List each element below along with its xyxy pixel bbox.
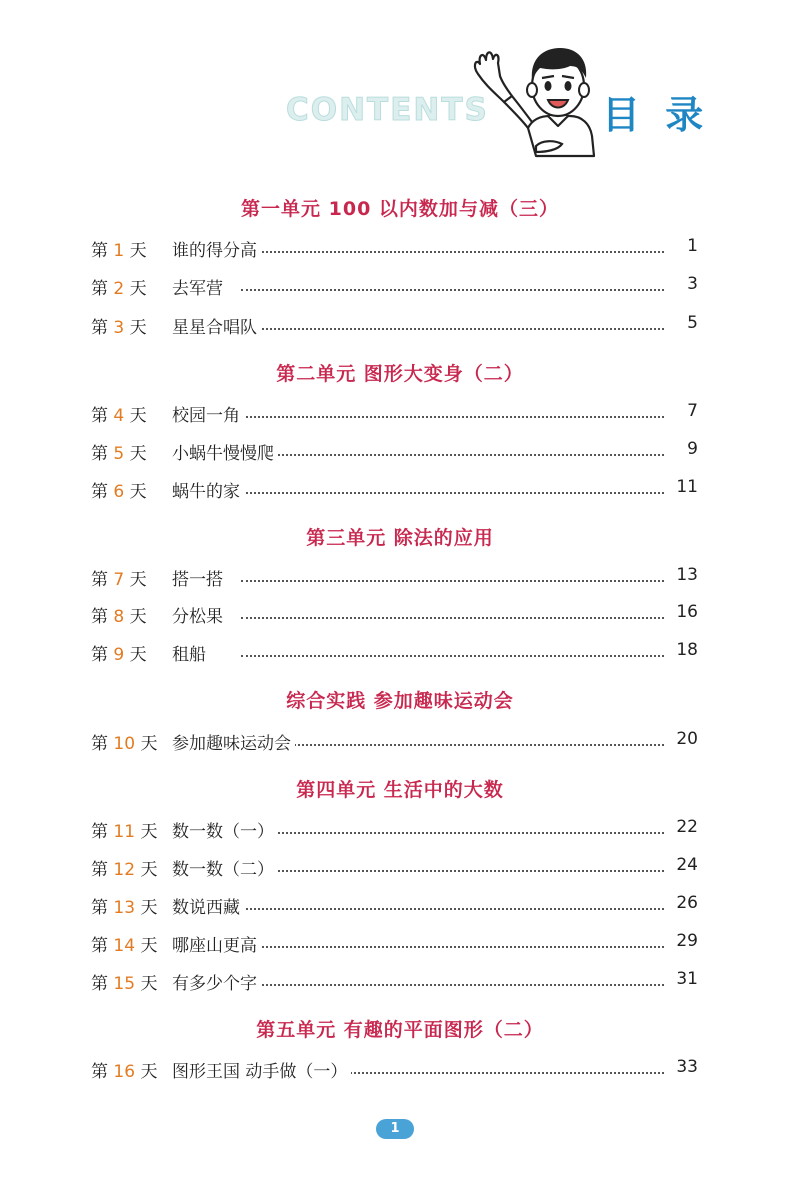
- toc-entry[interactable]: [91, 313, 698, 337]
- entry-title: 去军营: [172, 274, 227, 299]
- toc-entry[interactable]: [91, 969, 698, 993]
- waving-boy-icon: [466, 36, 602, 164]
- day-label: 第 13 天: [91, 898, 158, 918]
- day-label: 第 5 天: [91, 444, 147, 464]
- leader-dots: [241, 908, 664, 910]
- day-label: 第 11 天: [91, 822, 158, 842]
- entry-title: 租船: [172, 640, 210, 665]
- unit-heading: 第一单元 100 以内数加与减（三）: [241, 198, 559, 220]
- page-number: 11: [672, 477, 698, 497]
- page-number: 20: [672, 729, 698, 749]
- toc-entry[interactable]: [91, 931, 698, 955]
- page-number-badge: 1: [376, 1119, 414, 1139]
- entry-title: 谁的得分高: [172, 236, 261, 261]
- toc-entry[interactable]: [91, 401, 698, 425]
- toc-title: 目 录: [602, 93, 710, 137]
- contents-word: CONTENTS: [286, 92, 489, 128]
- leader-dots: [241, 251, 664, 253]
- day-label: 第 2 天: [91, 279, 147, 299]
- leader-dots: [241, 617, 664, 619]
- toc-entry[interactable]: [91, 855, 698, 879]
- entry-title: 星星合唱队: [172, 313, 261, 338]
- leader-dots: [241, 832, 664, 834]
- leader-dots: [241, 454, 664, 456]
- leader-dots: [241, 870, 664, 872]
- entry-title: 参加趣味运动会: [172, 729, 295, 754]
- leader-dots: [241, 492, 664, 494]
- leader-dots: [241, 946, 664, 948]
- entry-title: 数一数（一）: [172, 817, 278, 842]
- day-label: 第 3 天: [91, 318, 147, 338]
- entry-title: 搭一搭: [172, 565, 227, 590]
- day-label: 第 14 天: [91, 936, 158, 956]
- leader-dots: [241, 984, 664, 986]
- leader-dots: [241, 416, 664, 418]
- page-number: 33: [672, 1057, 698, 1077]
- toc-entry[interactable]: [91, 236, 698, 260]
- entry-title: 图形王国 动手做（一）: [172, 1057, 351, 1082]
- page-number: 7: [683, 401, 698, 421]
- day-label: 第 9 天: [91, 645, 147, 665]
- entry-title: 分松果: [172, 602, 227, 627]
- entry-title: 小蜗牛慢慢爬: [172, 439, 278, 464]
- toc-entry[interactable]: [91, 817, 698, 841]
- entry-title: 数说西藏: [172, 893, 244, 918]
- day-label: 第 15 天: [91, 974, 158, 994]
- entry-title: 蜗牛的家: [172, 477, 244, 502]
- leader-dots: [241, 744, 664, 746]
- day-label: 第 8 天: [91, 607, 147, 627]
- unit-heading: 第五单元 有趣的平面图形（二）: [256, 1019, 544, 1041]
- page-number: 5: [683, 313, 698, 333]
- day-label: 第 10 天: [91, 734, 158, 754]
- toc-entry[interactable]: [91, 640, 698, 664]
- unit-heading: 第三单元 除法的应用: [306, 527, 494, 549]
- toc-entry[interactable]: [91, 565, 698, 589]
- page-number: 26: [672, 893, 698, 913]
- entry-title: 数一数（二）: [172, 855, 278, 880]
- toc-entry[interactable]: [91, 602, 698, 626]
- leader-dots: [241, 328, 664, 330]
- day-label: 第 16 天: [91, 1062, 158, 1082]
- page-number: 18: [672, 640, 698, 660]
- day-label: 第 12 天: [91, 860, 158, 880]
- entry-title: 有多少个字: [172, 969, 261, 994]
- toc-entry[interactable]: [91, 477, 698, 501]
- page-number: 1: [683, 236, 698, 256]
- unit-heading: 综合实践 参加趣味运动会: [286, 690, 514, 712]
- day-label: 第 7 天: [91, 570, 147, 590]
- page-number: 22: [672, 817, 698, 837]
- toc-entry[interactable]: [91, 893, 698, 917]
- unit-heading: 第四单元 生活中的大数: [296, 779, 504, 801]
- entry-title: 哪座山更高: [172, 931, 261, 956]
- page-number: 31: [672, 969, 698, 989]
- toc-entry[interactable]: [91, 1057, 698, 1081]
- page-number: 9: [683, 439, 698, 459]
- page-number: 29: [672, 931, 698, 951]
- day-label: 第 6 天: [91, 482, 147, 502]
- toc-entry[interactable]: [91, 729, 698, 753]
- unit-heading: 第二单元 图形大变身（二）: [276, 363, 524, 385]
- page-number: 16: [672, 602, 698, 622]
- day-label: 第 1 天: [91, 241, 147, 261]
- page-number: 24: [672, 855, 698, 875]
- toc-entry[interactable]: [91, 439, 698, 463]
- entry-title: 校园一角: [172, 401, 244, 426]
- leader-dots: [241, 655, 664, 657]
- toc-entry[interactable]: [91, 274, 698, 298]
- leader-dots: [241, 580, 664, 582]
- page-number: 13: [672, 565, 698, 585]
- page-number: 3: [683, 274, 698, 294]
- leader-dots: [241, 289, 664, 291]
- day-label: 第 4 天: [91, 406, 147, 426]
